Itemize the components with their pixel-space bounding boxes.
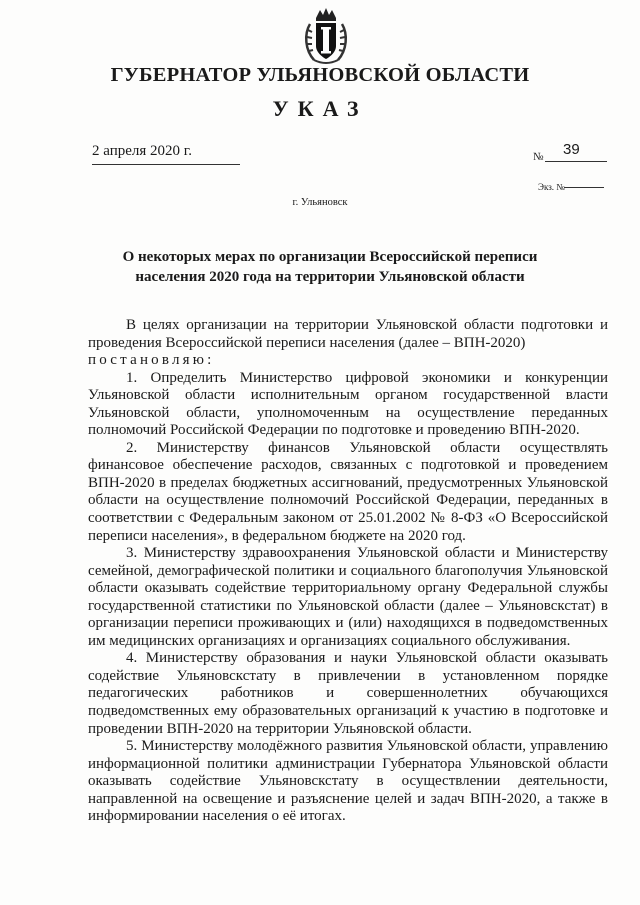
document-date: 2 апреля 2020 г. bbox=[92, 143, 192, 159]
item-paragraph: 3. Министерству здравоохранения Ульяновской области и Министерству семейной, демографической политики и социального благополучия Ульяновской области оказывать содействие территориальному органу Федеральной службы государственной статистики по Ульяновской области (далее – Ульяновскстат) в организации переписи проживающих и (или) находящихся в подведомственных им медицинских организациях и организациях социального обслуживания. bbox=[88, 545, 608, 649]
organization-title: ГУБЕРНАТОР УЛЬЯНОВСКОЙ ОБЛАСТИ bbox=[110, 64, 530, 86]
item-paragraph: 5. Министерству молодёжного развития Ульяновской области, управлению информационной политики администрации Губернатора Ульяновской области оказывать содействие Ульяновскстату в осуществлении деятельности, направленной на освещение и разъяснение целей и задач ВПН-2020, а также в информировании населения о её итогах. bbox=[88, 738, 608, 825]
document-type: УКАЗ bbox=[272, 96, 368, 121]
intro-paragraph: В целях организации на территории Ульяновской области подготовки и проведения Всероссийской переписи населения (далее – ВПН-2020) bbox=[88, 317, 608, 351]
resolve-word: постановляю: bbox=[88, 352, 215, 369]
copy-label: Экз. № bbox=[538, 182, 565, 192]
date-underline bbox=[92, 164, 240, 165]
document-title: О некоторых мерах по организации Всероссийской переписи населения 2020 года на территории Ульяновской области bbox=[122, 249, 538, 285]
document-number: 39 bbox=[563, 141, 580, 158]
item-paragraph: 4. Министерству образования и науки Ульяновской области оказывать содействие Ульяновскстату в привлечении в установленном порядке педагогических работников и совершеннолетних обучающихся подведомственных ему образовательных организаций к участию в подготовке и проведении ВПН-2020 на территории Ульяновской области. bbox=[88, 650, 608, 737]
item-paragraph: 1. Определить Министерство цифровой экономики и конкуренции Ульяновской области исполнительным органом государственной власти Ульяновской области, уполномоченным на осуществление переданных полномочий Российской Федерации по подготовке и проведению ВПН-2020. bbox=[88, 369, 608, 439]
coat-of-arms-emblem-icon bbox=[302, 6, 350, 66]
document-body bbox=[88, 317, 608, 826]
copy-number-block bbox=[538, 177, 608, 195]
number-underline bbox=[545, 161, 607, 162]
copy-underline bbox=[564, 187, 604, 188]
number-block bbox=[533, 141, 613, 165]
item-paragraph: 2. Министерству финансов Ульяновской области осуществлять финансовое обеспечение расходов, связанных с подготовкой и проведением ВПН-2020 в пределах бюджетных ассигнований, предусмотренных Ульяновской области на осуществление полномочий Российской Федерации, переданных в соответствии с Федеральным законом от 25.01.2002 № 8-ФЗ «О Всероссийской переписи населения», в федеральном бюджете на 2020 год. bbox=[88, 439, 608, 544]
date-block bbox=[92, 143, 240, 160]
number-sign: № bbox=[533, 151, 544, 163]
city: г. Ульяновск bbox=[292, 197, 348, 208]
